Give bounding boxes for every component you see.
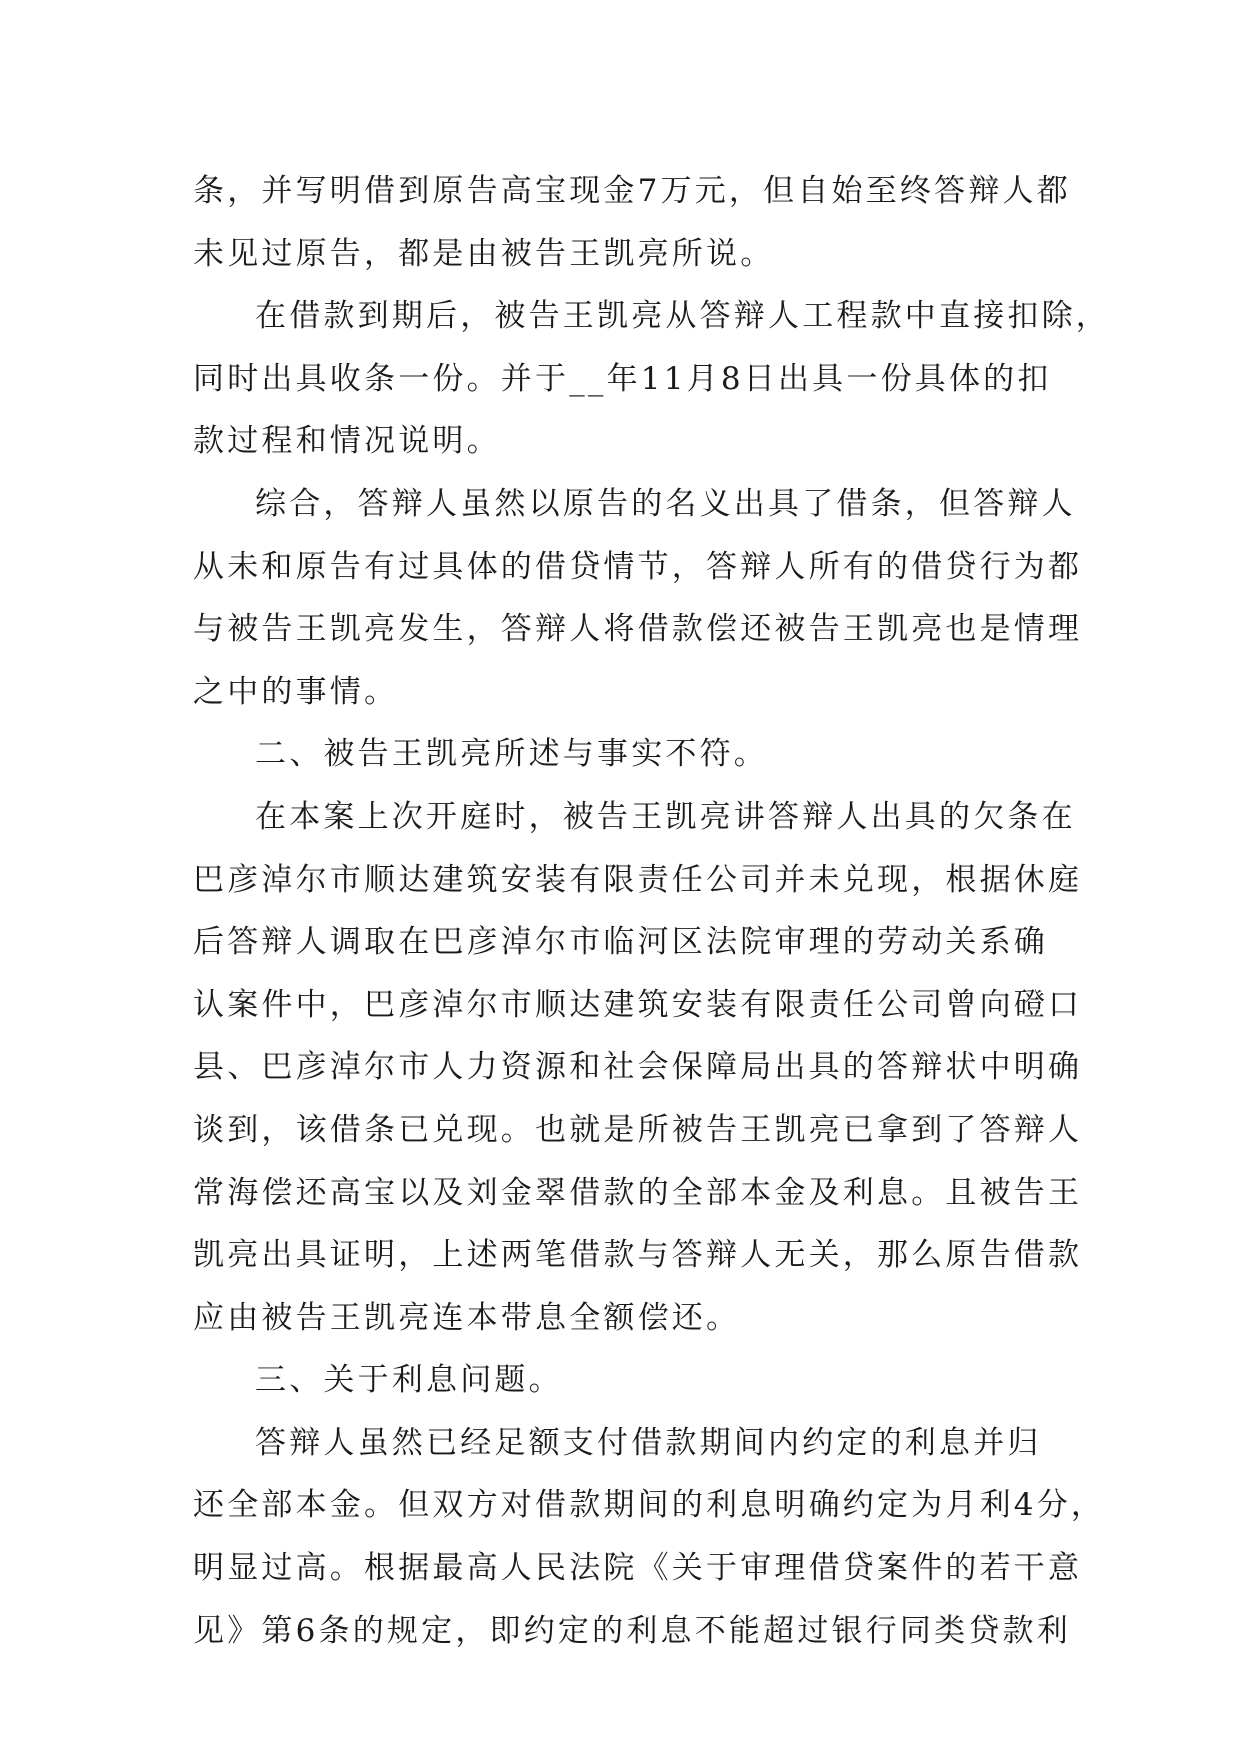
text-line: 认案件中，巴彦淖尔市顺达建筑安装有限责任公司曾向磴口: [193, 986, 1083, 1023]
text-line: 还全部本金。但双方对借款期间的利息明确约定为月利4分，: [193, 1487, 1106, 1524]
text-line: 与被告王凯亮发生，答辩人将借款偿还被告王凯亮也是情理: [193, 611, 1083, 648]
text-line: 县、巴彦淖尔市人力资源和社会保障局出具的答辩状中明确: [193, 1049, 1083, 1086]
section-heading: 二、被告王凯亮所述与事实不符。: [255, 736, 768, 773]
paragraph-start-line: 答辩人虽然已经足额支付借款期间内约定的利息并归: [255, 1424, 1042, 1461]
text-line: 巴彦淖尔市顺达建筑安装有限责任公司并未兑现，根据休庭: [193, 861, 1083, 898]
text-line: 应由被告王凯亮连本带息全额偿还。: [193, 1299, 741, 1336]
text-line: 条，并写明借到原告高宝现金7万元，但自始至终答辩人都: [193, 173, 1071, 209]
paragraph-start-line: 在借款到期后，被告王凯亮从答辩人工程款中直接扣除，: [255, 298, 1110, 335]
text-line: 款过程和情况说明。: [193, 423, 501, 460]
text-line: 之中的事情。: [193, 673, 399, 710]
text-line: 同时出具收条一份。并于__年11月8日出具一份具体的扣: [193, 360, 1052, 397]
text-line: 明显过高。根据最高人民法院《关于审理借贷案件的若干意: [193, 1550, 1083, 1587]
text-line: 谈到，该借条已兑现。也就是所被告王凯亮已拿到了答辩人: [193, 1111, 1083, 1148]
text-line: 从未和原告有过具体的借贷情节，答辩人所有的借贷行为都: [193, 548, 1083, 585]
section-heading: 三、关于利息问题。: [255, 1362, 563, 1399]
text-line: 常海偿还高宝以及刘金翠借款的全部本金及利息。且被告王: [193, 1174, 1083, 1211]
text-line: 见》第6条的规定，即约定的利息不能超过银行同类贷款利: [193, 1612, 1071, 1649]
paragraph-start-line: 综合，答辩人虽然以原告的名义出具了借条，但答辩人: [255, 485, 1076, 522]
text-line: 凯亮出具证明，上述两笔借款与答辩人无关，那么原告借款: [193, 1237, 1083, 1274]
text-line: 后答辩人调取在巴彦淖尔市临河区法院审理的劳动关系确: [193, 924, 1048, 961]
document-body: [193, 160, 1110, 1662]
paragraph-start-line: 在本案上次开庭时，被告王凯亮讲答辩人出具的欠条在: [255, 798, 1076, 835]
text-line: 未见过原告，都是由被告王凯亮所说。: [193, 235, 775, 272]
